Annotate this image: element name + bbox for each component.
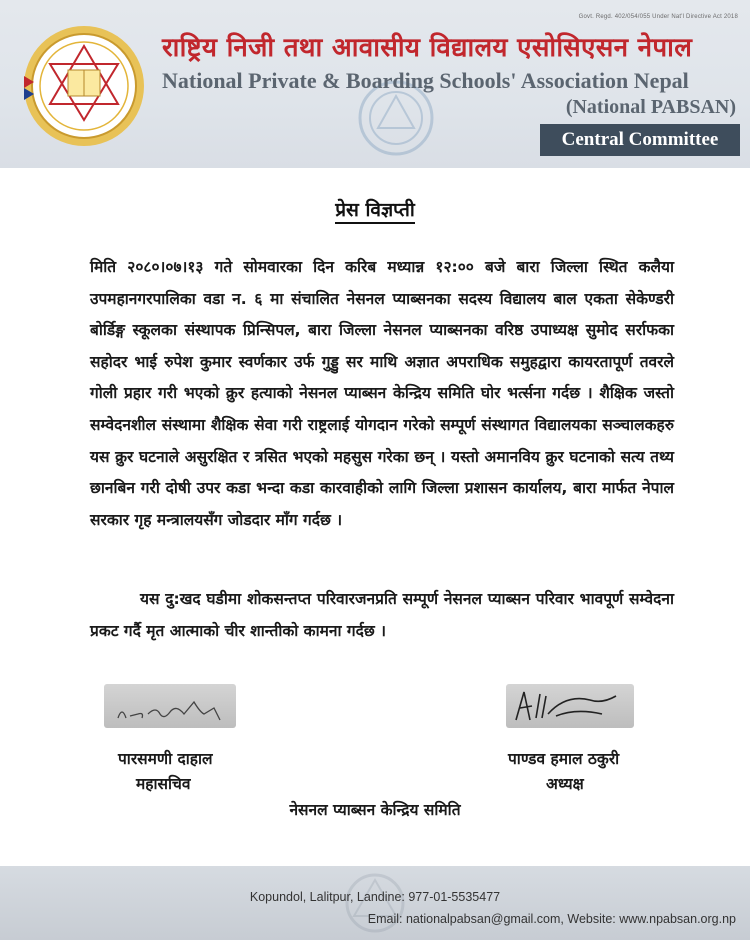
signatory-left-name: पारसमणी दाहाल: [118, 750, 213, 768]
body-paragraph-1: मिति २०८०।०७।१३ गते सोमवारका दिन करिब मध्यान्न १२:०० बजे बारा जिल्ला स्थित कलैया उपमहानगरपालिका वडा न. ६ मा संचालित नेसनल प्याब्सनका सदस्य विद्यालय बाल एकता सेकेण्डरी बोर्डिङ्ग स्कूलका संस्थापक प्रिन्सिपल, बारा जिल्ला नेसनल प्याब्सनका वरिष्ठ उपाध्यक्ष सुमोद सर्राफका सहोदर भाई रुपेश कुमार स्वर्णकार उर्फ गुड्डु सर माथि अज्ञात अपराधिक समुहद्वारा कायरतापूर्ण तवरले गोली प्रहार गरी भएको क्रुर हत्याको नेसनल प्याब्सन केन्द्रिय समिति घोर भर्त्सना गर्दछ । शैक्षिक जस्तो सम्वेदनशील संस्थामा शैक्षिक सेवा गरी राष्ट्रलाई योगदान गरेको सम्पूर्ण संस्थागत विद्यालयका सञ्चालकहरु यस क्रुर घटनाले असुरक्षित र त्रसित भएको महसुस गरेका छन् । यस्तो अमानविय क्रुर घटनाको सत्य तथ्य छानबिन गरी दोषी उपर कडा भन्दा कडा कारवाहीको लागि जिल्ला प्रशासन कार्यालय, बारा मार्फत नेपाल सरकार गृह मन्त्रालयसँग जोडदार माँग गर्दछ ।: [90, 258, 674, 529]
org-title-english: National Private & Boarding Schools' Association Nepal: [162, 68, 689, 93]
body-paragraph-2: यस दु:खद घडीमा शोकसन्तप्त परिवारजनप्रति सम्पूर्ण नेसनल प्याब्सन परिवार भावपूर्ण सम्वेदना प्रकट गर्दै मृत आत्माको चीर शान्तीको कामना गर्दछ ।: [90, 590, 674, 640]
document-title-text: प्रेस विज्ञप्ती: [335, 199, 415, 224]
footer-address: Kopundol, Lalitpur, Landine: 977-01-5535477: [249, 890, 501, 904]
signatory-right-name: पाण्डव हमाल ठकुरी: [508, 750, 620, 768]
org-title-nepali: राष्ट्रिय निजी तथा आवासीय विद्यालय एसोसिएसन नेपाल: [162, 33, 693, 63]
signatory-left-role: महासचिव: [136, 775, 191, 793]
signature-right: [506, 684, 634, 728]
signature-left: [104, 684, 236, 728]
issuing-organization: नेसनल प्याब्सन केन्द्रिय समिति: [289, 801, 461, 819]
registration-line: Govt. Regd. 402/054/055 Under Nat'l Directive Act 2018: [578, 14, 738, 20]
pabsan-logo: [22, 24, 146, 148]
footer: [0, 866, 750, 940]
signatory-right-role: अध्यक्ष: [546, 775, 584, 793]
document-title: [0, 196, 750, 222]
letterhead: [0, 0, 750, 168]
org-short-name: (National PABSAN): [565, 96, 736, 118]
committee-badge: Central Committee: [540, 124, 740, 156]
footer-contact: Email: nationalpabsan@gmail.com, Website: www.npabsan.org.np: [367, 912, 736, 926]
